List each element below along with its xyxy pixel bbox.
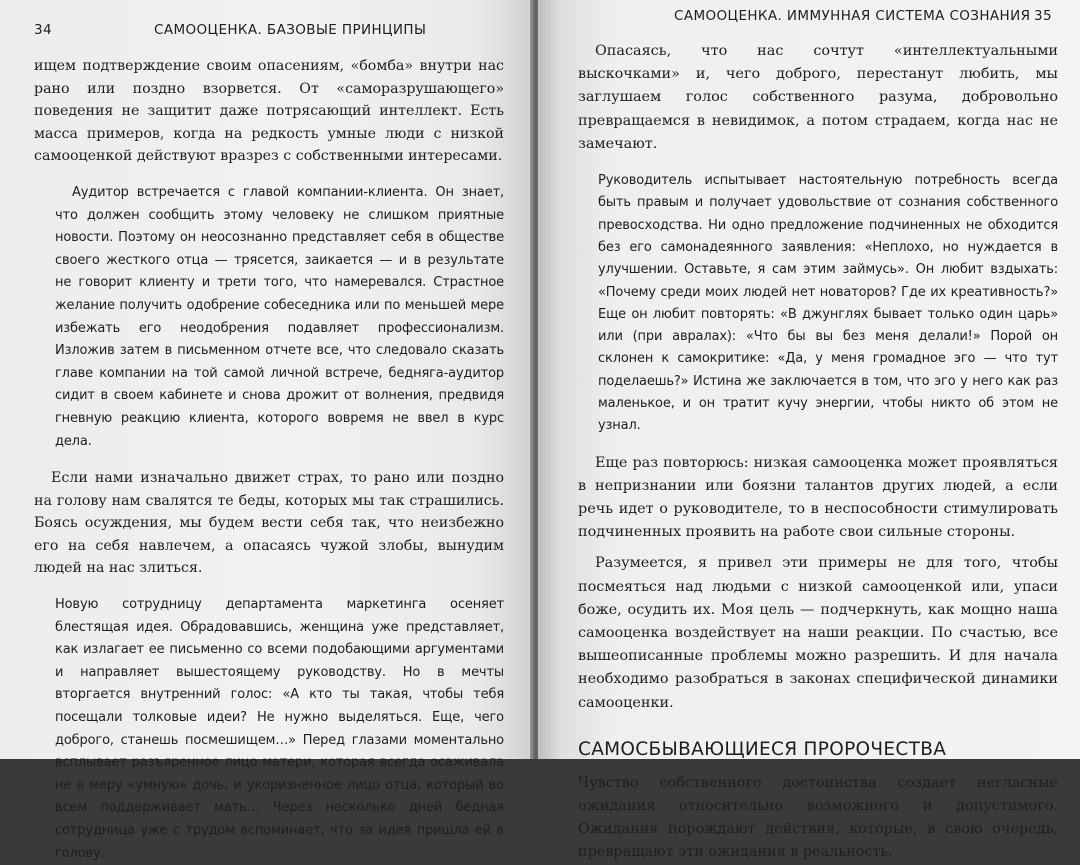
right-example-manager: Руководитель испытывает настоятельную потребность всегда быть правым и получает удовольствие от сознания собственного превосходства. Ни одно предложение подчиненных не обходится без его самонадеянного заявления: «Неплохо, но нуждается в улучшении. Оставьте, я сам этим займусь». Он любит вздыхать: «Почему среди моих людей нет новаторов? Где их креативность?» Еще он любит повторять: «В джунглях бывает только один царь» или (при авралах): «Что бы вы без меня делали!» Порой он склонен к самокритике: «Да, у меня громадное эго — что тут поделаешь?» Истина же заключается в том, что эго у него как раз маленькое, и он тратит кучу энергии, чтобы никто об этом не узнал. (598, 173, 1058, 434)
left-page-header (34, 22, 504, 38)
left-paragraph-2: Если нами изначально движет страх, то рано или поздно на голову нам свалятся те беды, которых мы так страшились. Боясь осуждения, мы будем вести себя так, что неизбежно его на себя навлечем, а опасаясь чужой злобы, вынудим людей на нас злиться. (34, 470, 504, 577)
right-page (538, 0, 1080, 861)
right-page-number: 35 (1034, 8, 1052, 24)
right-paragraph-3: Разумеется, я привел эти примеры не для того, чтобы посмеяться над людьми с низкой самооценкой или, упаси боже, осудить их. Моя цель — подчеркнуть, как мощно наша самооценка воздействует на наши реакции. По счастью, все вышеописанные проблемы можно разрешить. И для начала необходимо разобраться в законах специфической динамики самооценки. (578, 555, 1058, 711)
left-example-auditor: Аудитор встречается с главой компании-клиента. Он знает, что должен сообщить этому человеку не слишком приятные новости. Поэтому он неосознанно представляет себя в обществе своего жесткого отца — трясется, заикается — и в результате не говорит клиенту и трети того, что намеревался. Страстное желание получить одобрение собеседника или по меньшей мере избежать его неодобрения подавляет профессионализм. Изложив затем в письменном отчете все, что следовало сказать главе компании на той самой личной встрече, бедняга-аудитор сидит в своем кабинете и снова дрожит от волнения, предвидя гневную реакцию клиента, которого вовремя не ввел в курс дела. (55, 184, 504, 449)
right-paragraph-1: Опасаясь, что нас сочтут «интеллектуальными выскочками» и, чего доброго, перестанут любить, мы заглушаем голос собственного разума, добровольно превращаемся в невидимок, а потом страдаем, когда нас не замечают. (578, 43, 1058, 152)
left-page-number: 34 (34, 22, 52, 38)
left-paragraph-1: ищем подтверждение своим опасениям, «бомба» внутри нас рано или поздно взорвется. От «саморазрушающего» поведения не защитит даже потрясающий интеллект. Есть масса примеров, когда на редкость умные люди с низкой самооценкой действуют вразрез с собственными интересами. (34, 58, 504, 165)
right-paragraph-4: Чувство собственного достоинства создает негласные ожидания относительно возможного и допустимого. Ожидания порождают действия, которые, в свою очередь, превращают эти ожидания в реальность. (578, 774, 1058, 861)
right-page-header (578, 8, 1058, 24)
left-example-marketing: Новую сотрудницу департамента маркетинга осеняет блестящая идея. Обрадовавшись, женщина уже представляет, как излагает ее письменно со всеми подобающими аргументами и направляет вышестоящему руководству. Но в мечты вторгается внутренний голос: «А кто ты такая, чтобы тебя посещали толковые идеи? Не нужно выделяться. Еще, чего доброго, станешь посмешищем…» Перед глазами моментально всплывает разъяренное лицо матери, которая всегда осаживала не в меру «умную» дочь, и укоризненное лицо отца, который во всем поддерживает мать… Через несколько дней бедная сотрудница уже с трудом вспоминает, что за идея пришла ей в голову. (55, 597, 504, 861)
right-paragraph-2: Еще раз повторюсь: низкая самооценка может проявляться в непризнании или боязни талантов других людей, а если речь идет о руководителе, то в неспособности стимулировать подчиненных проявить на работе свои сильные стороны. (578, 454, 1058, 541)
right-running-head: САМООЦЕНКА. ИММУННАЯ СИСТЕМА СОЗНАНИЯ (674, 8, 1031, 24)
section-heading: САМОСБЫВАЮЩИЕСЯ ПРОРОЧЕСТВА (578, 738, 947, 760)
left-running-head: САМООЦЕНКА. БАЗОВЫЕ ПРИНЦИПЫ (154, 22, 427, 38)
left-page (0, 0, 534, 861)
